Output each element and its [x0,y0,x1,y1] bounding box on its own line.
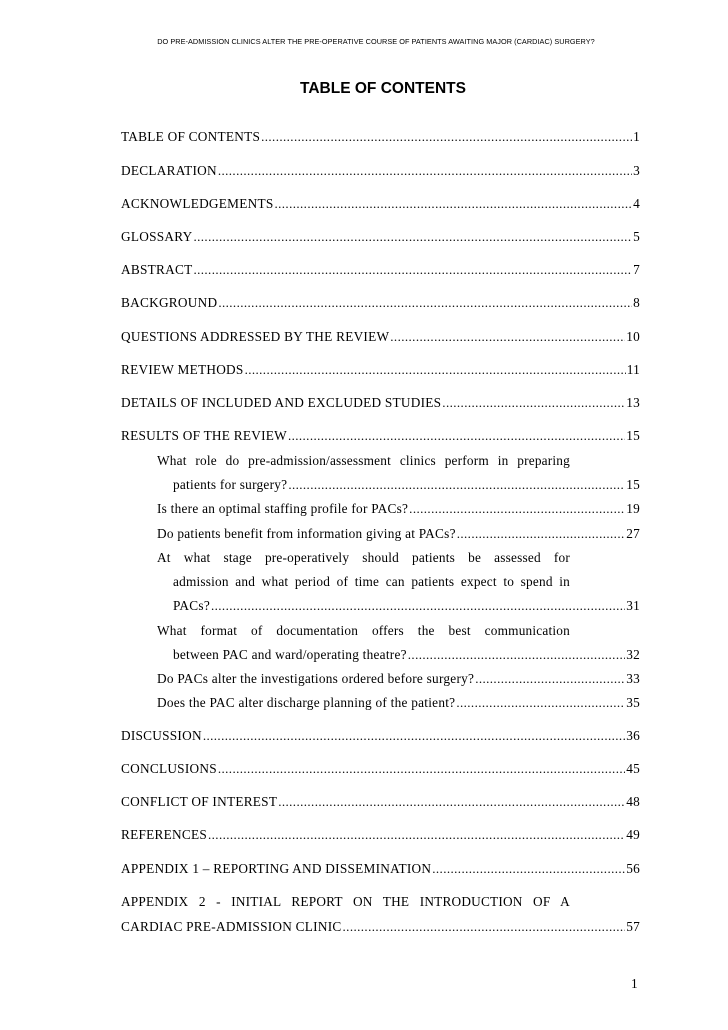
toc-subentry [157,501,640,521]
toc-subentry [157,526,640,546]
toc-subentry-label: Do patients benefit from information giving at PACs? [157,526,456,541]
toc-entry-label: DETAILS OF INCLUDED AND EXCLUDED STUDIES [121,395,442,410]
toc-entry-page: 48 [626,794,640,809]
toc-subentry-line: What role do pre-admission/assessment clinics perform in preparing [157,453,570,468]
toc-entry-label: TABLE OF CONTENTS [121,129,261,144]
toc-subentry-page: 33 [626,671,640,686]
toc-subentry-label: between PAC and ward/operating theatre? [173,647,407,662]
dot-leader [218,761,625,777]
page-title: TABLE OF CONTENTS [300,80,466,97]
toc-subentry-page: 27 [626,526,640,541]
toc-entry [121,262,640,282]
toc-entry-label: BACKGROUND [121,295,218,310]
toc-entry [121,728,640,748]
dot-leader [475,671,625,687]
toc-entry [121,295,640,315]
toc-entry [121,395,640,415]
dot-leader [245,362,626,378]
toc-entry [121,329,640,349]
toc-entry-label: ABSTRACT [121,262,193,277]
dot-leader [218,163,632,179]
toc-subentry-page: 35 [626,695,640,710]
toc-entry-label: CONFLICT OF INTEREST [121,794,278,809]
toc-subentry [157,671,640,691]
toc-subentry-line: admission and what period of time can patients expect to spend in [173,574,570,589]
toc-entry-label: CONCLUSIONS [121,761,217,776]
dot-leader [203,728,625,744]
toc-entry-page: 10 [626,329,640,344]
dot-leader [278,794,625,810]
toc-entry-page: 49 [626,827,640,842]
toc-entry-label: ACKNOWLEDGEMENTS [121,196,274,211]
toc-subentry-page: 32 [626,647,640,662]
dot-leader [432,861,625,877]
toc-entry [121,428,640,448]
toc-subentry-page: 31 [626,598,640,613]
toc-subentry-label: Do PACs alter the investigations ordered before surgery? [157,671,475,686]
running-header: DO PRE-ADMISSION CLINICS ALTER THE PRE-OPERATIVE COURSE OF PATIENTS AWAITING MAJOR (CARDIAC) SURGERY? [157,37,595,46]
dot-leader [211,598,625,614]
dot-leader [208,827,625,843]
dot-leader [288,428,625,444]
toc-entry [121,229,640,249]
toc-entry-label: GLOSSARY [121,229,193,244]
toc-entry-page: 4 [633,196,640,211]
toc-subentry-label: Is there an optimal staffing profile for PACs? [157,501,409,516]
dot-leader [288,477,625,493]
toc-entry-label: DISCUSSION [121,728,202,743]
toc-entry-page: 56 [626,861,640,876]
toc-entry-page: 11 [626,362,640,377]
toc-entry-page: 8 [633,295,640,310]
toc-subentry-label: patients for surgery? [173,477,288,492]
toc-entry-label: REVIEW METHODS [121,362,244,377]
toc-entry [121,794,640,814]
toc-entry [121,196,640,216]
toc-subentry-page: 19 [626,501,640,516]
toc-entry [121,129,640,149]
toc-entry-page: 3 [633,163,640,178]
toc-entry-label: APPENDIX 1 – REPORTING AND DISSEMINATION [121,861,432,876]
toc-entry-label: CARDIAC PRE-ADMISSION CLINIC [121,919,342,934]
toc-subentry-label: Does the PAC alter discharge planning of the patient? [157,695,456,710]
dot-leader [390,329,625,345]
toc-subentry [173,647,640,667]
toc-subentry-page: 15 [626,477,640,492]
page-number: 1 [631,976,638,991]
dot-leader [442,395,625,411]
toc-entry-page: 36 [626,728,640,743]
dot-leader [409,501,625,517]
toc-entry [121,761,640,781]
toc-entry-page: 13 [626,395,640,410]
dot-leader [218,295,632,311]
dot-leader [193,229,632,245]
dot-leader [193,262,632,278]
dot-leader [456,695,625,711]
toc-subentry [157,695,640,715]
dot-leader [274,196,632,212]
toc-entry-label: DECLARATION [121,163,217,178]
toc-entry [121,861,640,881]
toc-entry-label: RESULTS OF THE REVIEW [121,428,287,443]
toc-entry-label: REFERENCES [121,827,207,842]
toc-entry-page: 5 [633,229,640,244]
toc-entry-page: 15 [626,428,640,443]
dot-leader [261,129,632,145]
toc-entry [121,827,640,847]
dot-leader [343,919,626,935]
toc-subentry-line: What format of documentation offers the best communication [157,623,570,638]
toc-entry-page: 45 [626,761,640,776]
dot-leader [457,526,625,542]
toc-entry-page: 7 [633,262,640,277]
toc-entry [121,362,640,382]
toc-subentry [173,477,640,497]
toc-entry-line: APPENDIX 2 - INITIAL REPORT ON THE INTRODUCTION OF A [121,894,570,909]
toc-entry-page: 1 [633,129,640,144]
toc-entry [121,919,640,939]
toc-entry-label: QUESTIONS ADDRESSED BY THE REVIEW [121,329,390,344]
toc-entry-page: 57 [626,919,640,934]
toc-subentry-label: PACs? [173,598,210,613]
toc-subentry-line: At what stage pre-operatively should patients be assessed for [157,550,570,565]
dot-leader [408,647,625,663]
toc-entry [121,163,640,183]
toc-subentry [173,598,640,618]
